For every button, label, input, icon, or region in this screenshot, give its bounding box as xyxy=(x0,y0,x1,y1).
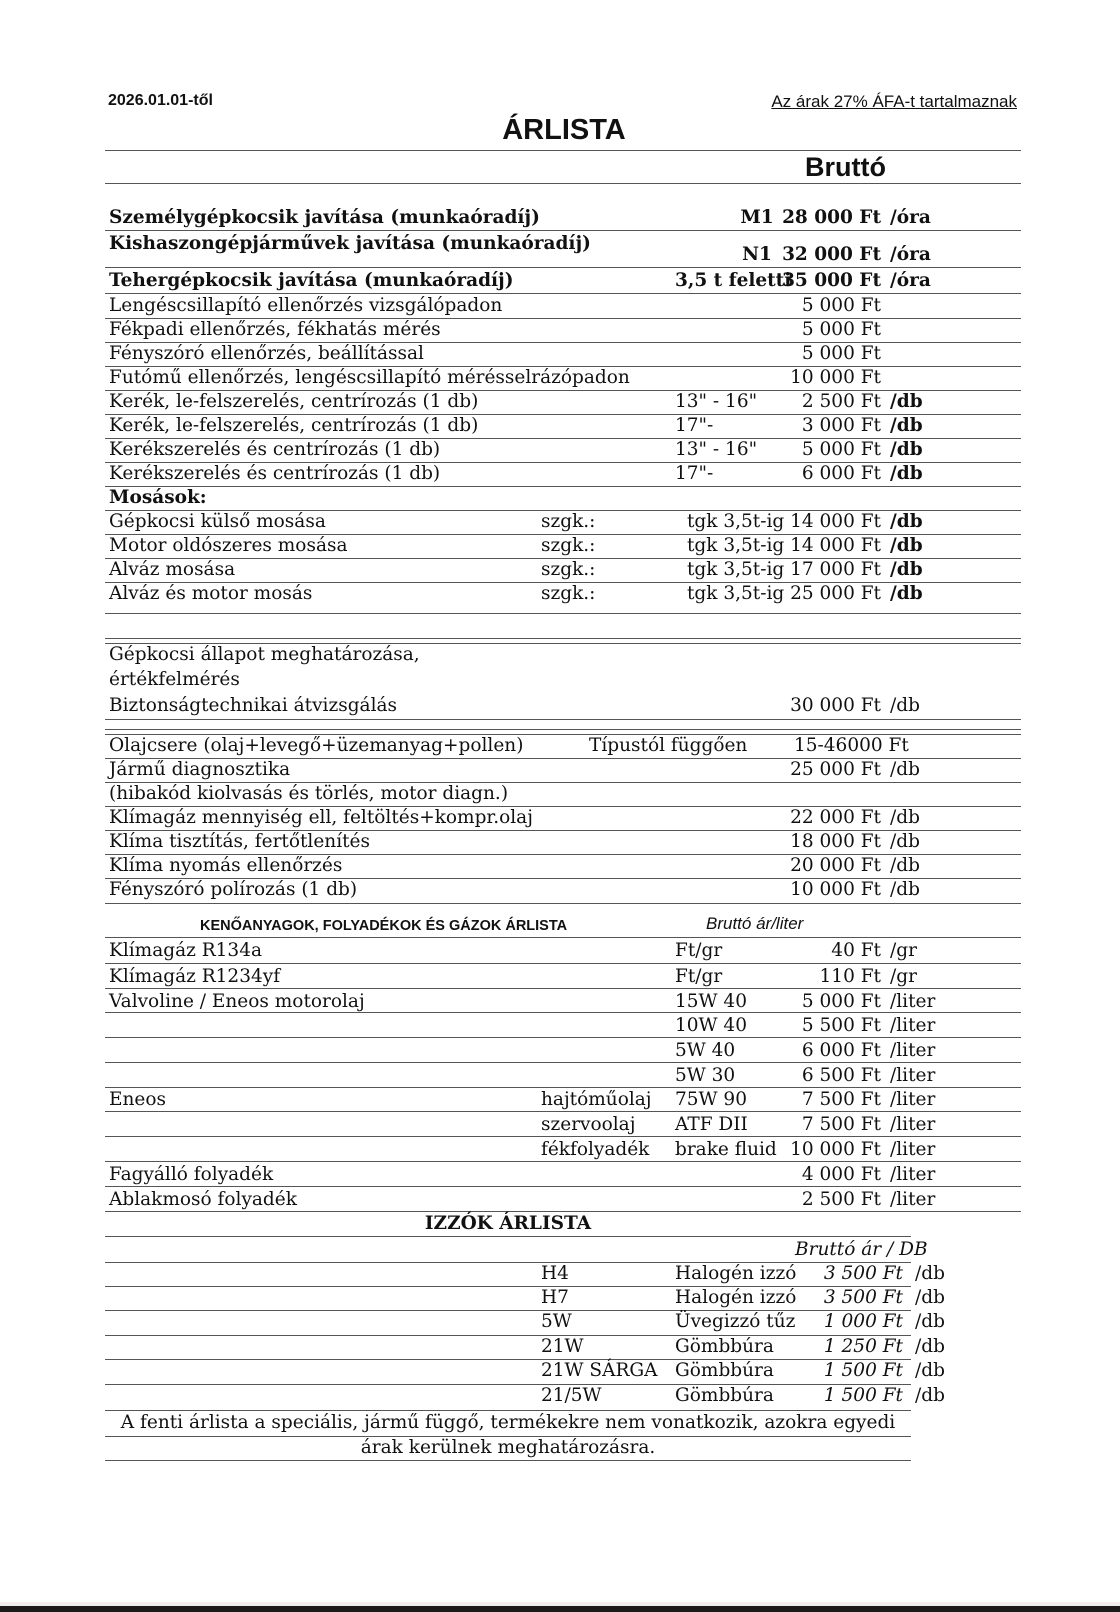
table-row xyxy=(105,1310,1021,1334)
service-description: Alváz mosása xyxy=(109,559,236,580)
service-description: Fényszóró ellenőrzés, beállítással xyxy=(109,343,424,364)
fluids-price-header: Bruttó ár/liter xyxy=(706,914,804,933)
service-description: Futómű ellenőrzés, lengéscsillapító mérésselrázópadon xyxy=(109,367,630,388)
service-description: Olajcsere (olaj+levegő+üzemanyag+pollen) xyxy=(109,735,524,756)
service-description: Fékpadi ellenőrzés, fékhatás mérés xyxy=(109,319,441,340)
rim-size: 13" - 16" xyxy=(675,391,758,412)
bulb-type: Üvegizzó tűz xyxy=(675,1311,796,1332)
price: 110 Ft xyxy=(819,966,881,987)
service-description: értékfelmérés xyxy=(109,669,240,690)
table-row xyxy=(105,694,1021,718)
service-description: Lengéscsillapító ellenőrzés vizsgálópadon xyxy=(109,295,503,316)
table-row xyxy=(105,830,1021,854)
table-row xyxy=(105,294,1021,318)
price: 1 500 Ft xyxy=(823,1360,903,1381)
unit: /db xyxy=(915,1311,945,1332)
unit: /liter xyxy=(890,991,936,1012)
car-type: szgk.: xyxy=(541,511,596,532)
product-name: Valvoline / Eneos motorolaj xyxy=(109,991,365,1012)
price-note: Típustól függően xyxy=(589,735,748,756)
unit: /liter xyxy=(890,1040,936,1061)
vehicle-category: 3,5 t feletti xyxy=(675,270,792,291)
product-spec: 5W 40 xyxy=(675,1040,736,1061)
rim-size: 17"- xyxy=(675,463,714,484)
table-row xyxy=(105,1088,1021,1112)
unit: /db xyxy=(915,1385,945,1406)
table-row xyxy=(105,1335,1021,1359)
price: 3 500 Ft xyxy=(823,1287,903,1308)
table-row xyxy=(105,1138,1021,1162)
price: 6 000 Ft xyxy=(801,463,881,484)
price: 5 000 Ft xyxy=(801,319,881,340)
truck-type: tgk 3,5t-ig xyxy=(687,583,785,604)
table-row xyxy=(105,390,1021,414)
price: 17 000 Ft xyxy=(790,559,881,580)
table-row xyxy=(105,534,1021,558)
service-description: Fényszóró polírozás (1 db) xyxy=(109,879,358,900)
price: 1 000 Ft xyxy=(823,1311,903,1332)
price: 10 000 Ft xyxy=(790,1139,881,1160)
divider xyxy=(105,638,1021,639)
service-description: Jármű diagnosztika xyxy=(109,759,291,780)
footer-note-line-2: árak kerülnek meghatározásra. xyxy=(360,1437,656,1458)
price: 4 000 Ft xyxy=(801,1164,881,1185)
divider xyxy=(105,1186,1021,1187)
unit: /db xyxy=(890,759,920,780)
product-type: hajtóműolaj xyxy=(541,1089,652,1110)
table-row xyxy=(105,414,1021,438)
service-description: Kerék, le-felszerelés, centrírozás (1 db) xyxy=(109,391,479,412)
table-row xyxy=(105,1014,1021,1038)
price: 6 500 Ft xyxy=(801,1065,881,1086)
truck-type: tgk 3,5t-ig xyxy=(687,559,785,580)
price: 5 000 Ft xyxy=(801,439,881,460)
service-description: Kerékszerelés és centrírozás (1 db) xyxy=(109,439,441,460)
price: 28 000 Ft xyxy=(782,207,881,228)
bulb-code: 21/5W xyxy=(541,1385,602,1406)
table-row xyxy=(105,582,1021,606)
divider xyxy=(105,1012,1021,1013)
unit: /gr xyxy=(890,940,917,961)
bulb-type: Gömbbúra xyxy=(675,1360,774,1381)
unit: /óra xyxy=(890,270,931,291)
unit: /db xyxy=(890,415,923,436)
bulb-type: Gömbbúra xyxy=(675,1385,774,1406)
price: 2 500 Ft xyxy=(801,1189,881,1210)
car-type: szgk.: xyxy=(541,535,596,556)
product-name: Ablakmosó folyadék xyxy=(109,1189,297,1210)
service-description: Személygépkocsik javítása (munkaóradíj) xyxy=(109,207,540,228)
service-description: Klímagáz mennyiség ell, feltöltés+kompr.olaj xyxy=(109,807,533,828)
unit: /db xyxy=(915,1360,945,1381)
price: 1 250 Ft xyxy=(823,1336,903,1357)
price: 25 000 Ft xyxy=(790,759,881,780)
unit: /gr xyxy=(890,966,917,987)
table-row xyxy=(105,366,1021,390)
unit: /db xyxy=(890,559,923,580)
unit: /db xyxy=(890,463,923,484)
table-row xyxy=(105,806,1021,830)
rim-size: 13" - 16" xyxy=(675,439,758,460)
table-row xyxy=(105,1286,1021,1310)
product-spec: 5W 30 xyxy=(675,1065,736,1086)
service-description: Tehergépkocsik javítása (munkaóradíj) xyxy=(109,270,514,291)
table-row xyxy=(105,758,1021,782)
price: 14 000 Ft xyxy=(790,535,881,556)
unit: /liter xyxy=(890,1139,936,1160)
price: 7 500 Ft xyxy=(801,1114,881,1135)
divider xyxy=(105,1236,911,1237)
service-description: Gépkocsi állapot meghatározása, xyxy=(109,644,420,665)
price: 25 000 Ft xyxy=(790,583,881,604)
table-row xyxy=(105,1188,1021,1212)
table-row xyxy=(105,269,1021,293)
divider xyxy=(105,719,1021,720)
truck-type: tgk 3,5t-ig xyxy=(687,511,785,532)
unit: /db xyxy=(890,831,920,852)
footer-note-line-1: A fenti árlista a speciális, jármű függő, termékekre nem vonatkozik, azokra egyedi xyxy=(120,1412,896,1433)
price: 2 500 Ft xyxy=(801,391,881,412)
table-row xyxy=(105,1163,1021,1187)
effective-date: 2026.01.01-től xyxy=(108,92,213,109)
price: 10 000 Ft xyxy=(790,879,881,900)
unit: /liter xyxy=(890,1189,936,1210)
product-type: fékfolyadék xyxy=(541,1139,650,1160)
table-row xyxy=(105,558,1021,582)
table-row-values xyxy=(105,243,1021,267)
divider xyxy=(105,963,1021,964)
service-description: Gépkocsi külső mosása xyxy=(109,511,326,532)
divider xyxy=(105,1161,1021,1162)
divider xyxy=(105,729,1021,730)
product-type: szervoolaj xyxy=(541,1114,636,1135)
bulb-type: Halogén izzó xyxy=(675,1287,797,1308)
product-name: Klímagáz R134a xyxy=(109,940,262,961)
price: 7 500 Ft xyxy=(801,1089,881,1110)
product-spec: brake fluid xyxy=(675,1139,777,1160)
price: 35 000 Ft xyxy=(782,270,881,291)
unit: /db xyxy=(915,1287,945,1308)
price: 5 000 Ft xyxy=(801,343,881,364)
divider xyxy=(105,230,1021,231)
unit: /óra xyxy=(890,207,931,228)
vehicle-category: N1 xyxy=(742,244,772,265)
divider xyxy=(105,1062,1021,1063)
table-row xyxy=(105,1359,1021,1383)
car-type: szgk.: xyxy=(541,583,596,604)
table-row xyxy=(105,1262,1021,1286)
table-row xyxy=(105,1113,1021,1137)
product-spec: Ft/gr xyxy=(675,940,723,961)
table-row xyxy=(105,1039,1021,1063)
service-description: Motor oldószeres mosása xyxy=(109,535,348,556)
price: 20 000 Ft xyxy=(790,855,881,876)
assessment-line-1 xyxy=(105,643,1021,667)
price: 1 500 Ft xyxy=(823,1385,903,1406)
service-description: Klíma nyomás ellenőrzés xyxy=(109,855,343,876)
divider xyxy=(105,183,1021,184)
price: 3 500 Ft xyxy=(823,1263,903,1284)
table-row xyxy=(105,734,1021,758)
table-row xyxy=(105,318,1021,342)
price: 15-46000 Ft xyxy=(794,735,909,756)
price: 10 000 Ft xyxy=(790,367,881,388)
unit: /db xyxy=(890,695,920,716)
section-heading-washing xyxy=(105,486,1021,510)
divider xyxy=(105,1037,1021,1038)
bulb-type: Gömbbúra xyxy=(675,1336,774,1357)
product-name: Fagyálló folyadék xyxy=(109,1164,274,1185)
product-name: Klímagáz R1234yf xyxy=(109,966,281,987)
vat-note: Az árak 27% ÁFA-t tartalmaznak xyxy=(771,92,1017,111)
bulb-code: H7 xyxy=(541,1287,569,1308)
table-row xyxy=(105,854,1021,878)
assessment-line-2 xyxy=(105,668,1021,692)
price: 22 000 Ft xyxy=(790,807,881,828)
table-row xyxy=(105,438,1021,462)
product-name: Eneos xyxy=(109,1089,166,1110)
divider xyxy=(105,267,1021,268)
unit: /óra xyxy=(890,244,931,265)
divider xyxy=(105,613,1021,614)
product-spec: ATF DII xyxy=(675,1114,748,1135)
price: 18 000 Ft xyxy=(790,831,881,852)
gross-column-header: Bruttó xyxy=(805,152,886,182)
product-spec: Ft/gr xyxy=(675,966,723,987)
divider xyxy=(105,903,1021,904)
divider xyxy=(105,150,1021,151)
bulb-code: 5W xyxy=(541,1311,572,1332)
unit: /liter xyxy=(890,1065,936,1086)
table-row xyxy=(105,1384,1021,1408)
price: 40 Ft xyxy=(831,940,881,961)
unit: /db xyxy=(890,879,920,900)
table-row xyxy=(105,990,1021,1014)
divider xyxy=(105,988,1021,989)
table-row xyxy=(105,878,1021,902)
service-description: Kishaszongépjárművek javítása (munkaóradíj) xyxy=(109,233,591,254)
service-description: Klíma tisztítás, fertőtlenítés xyxy=(109,831,370,852)
table-row xyxy=(105,206,1021,230)
price: 3 000 Ft xyxy=(801,415,881,436)
price: 6 000 Ft xyxy=(801,1040,881,1061)
unit: /db xyxy=(890,855,920,876)
service-description: (hibakód kiolvasás és törlés, motor diagn.) xyxy=(109,783,509,804)
rim-size: 17"- xyxy=(675,415,714,436)
unit: /db xyxy=(915,1336,945,1357)
divider xyxy=(105,1460,911,1461)
divider xyxy=(105,937,1021,938)
unit: /liter xyxy=(890,1114,936,1135)
table-row xyxy=(105,510,1021,534)
unit: /db xyxy=(890,511,923,532)
unit: /db xyxy=(890,391,923,412)
service-description: Kerékszerelés és centrírozás (1 db) xyxy=(109,463,441,484)
unit: /liter xyxy=(890,1164,936,1185)
page-bottom-border xyxy=(0,1606,1120,1612)
bulb-code: H4 xyxy=(541,1263,569,1284)
bulb-code: 21W xyxy=(541,1336,584,1357)
service-description: Biztonságtechnikai átvizsgálás xyxy=(109,695,398,716)
product-spec: 10W 40 xyxy=(675,1015,747,1036)
divider xyxy=(105,1111,1021,1112)
price: 32 000 Ft xyxy=(782,244,881,265)
vehicle-category: M1 xyxy=(740,207,774,228)
section-heading-bulbs: IZZÓK ÁRLISTA xyxy=(424,1213,592,1234)
unit: /liter xyxy=(890,1089,936,1110)
section-heading-fluids: KENŐANYAGOK, FOLYADÉKOK ÉS GÁZOK ÁRLISTA xyxy=(200,918,568,934)
price: 5 000 Ft xyxy=(801,991,881,1012)
bulb-type: Halogén izzó xyxy=(675,1263,797,1284)
table-row xyxy=(105,1064,1021,1088)
page-title: ÁRLISTA xyxy=(502,114,626,146)
table-row xyxy=(105,782,1021,806)
section-heading: Mosások: xyxy=(109,487,207,508)
unit: /db xyxy=(890,439,923,460)
table-row xyxy=(105,965,1021,989)
divider xyxy=(105,1136,1021,1137)
product-spec: 75W 90 xyxy=(675,1089,747,1110)
bulb-code: 21W SÁRGA xyxy=(541,1360,658,1381)
unit: /liter xyxy=(890,1015,936,1036)
price: 14 000 Ft xyxy=(790,511,881,532)
price: 30 000 Ft xyxy=(790,695,881,716)
price: 5 000 Ft xyxy=(801,295,881,316)
car-type: szgk.: xyxy=(541,559,596,580)
bulbs-price-header: Bruttó ár / DB xyxy=(795,1239,928,1260)
unit: /db xyxy=(915,1263,945,1284)
product-spec: 15W 40 xyxy=(675,991,747,1012)
truck-type: tgk 3,5t-ig xyxy=(687,535,785,556)
unit: /db xyxy=(890,583,923,604)
unit: /db xyxy=(890,807,920,828)
price: 5 500 Ft xyxy=(801,1015,881,1036)
table-row xyxy=(105,939,1021,963)
table-row xyxy=(105,342,1021,366)
service-description: Kerék, le-felszerelés, centrírozás (1 db) xyxy=(109,415,479,436)
service-description: Alváz és motor mosás xyxy=(109,583,313,604)
table-row xyxy=(105,462,1021,486)
unit: /db xyxy=(890,535,923,556)
